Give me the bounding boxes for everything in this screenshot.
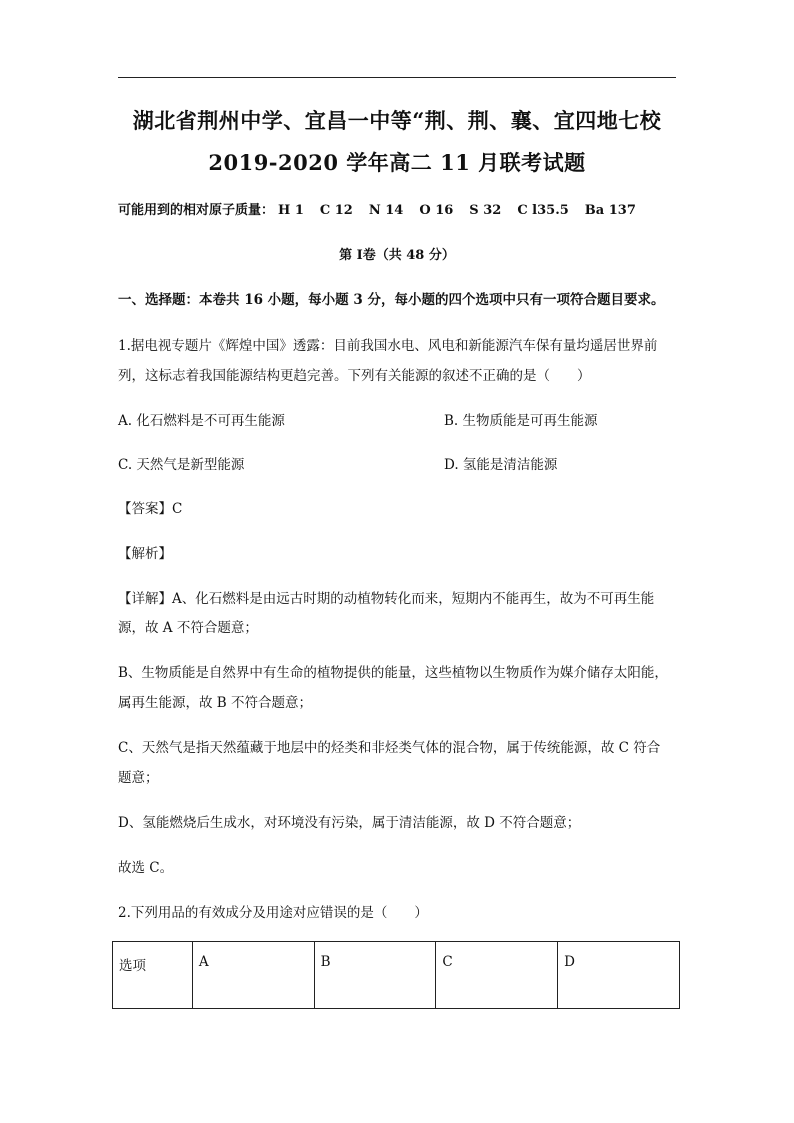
header-rule	[118, 77, 676, 78]
q2-stem: 2.下列用品的有效成分及用途对应错误的是（ ）	[118, 905, 428, 921]
q1-detail-line: C、天然气是指天然蕴藏于地层中的烃类和非烃类气体的混合物，属于传统能源，故 C 符合	[118, 740, 661, 756]
q1-detail-line: 题意；	[118, 770, 159, 786]
q1-stem-line1: 1.据电视专题片《辉煌中国》透露：目前我国水电、风电和新能源汽车保有量均遥居世界前	[118, 338, 658, 354]
q1-detail-line: 属再生能源，故 B 不符合题意；	[118, 695, 313, 711]
table-cell: 选项	[113, 942, 193, 1009]
table-cell: A	[192, 942, 314, 1009]
page-title-line1: 湖北省荆州中学、宜昌一中等“荆、荆、襄、宜四地七校	[132, 108, 662, 133]
atomic-mass-item: S 32	[469, 203, 502, 218]
atomic-mass-item: C l35.5	[517, 203, 569, 218]
q1-option-c: C. 天然气是新型能源	[118, 457, 245, 473]
section-instructions: 一、选择题：本卷共 16 小题，每小题 3 分，每小题的四个选项中只有一项符合题目要求。	[118, 292, 665, 308]
q1-analysis-label: 【解析】	[118, 546, 172, 562]
section-title: 第 Ⅰ卷（共 48 分）	[339, 248, 455, 263]
page-title-line2: 2019-2020 学年高二 11 月联考试题	[208, 150, 586, 175]
atomic-mass-label: 可能用到的相对原子质量：	[118, 203, 275, 218]
q1-answer: 【答案】C	[118, 501, 183, 517]
table-cell: C	[436, 942, 558, 1009]
q1-conclusion: 故选 C。	[118, 860, 174, 876]
table-cell: D	[558, 942, 680, 1009]
table-cell: B	[314, 942, 436, 1009]
q2-options-table	[112, 941, 680, 1009]
atomic-mass-line	[118, 199, 652, 218]
q1-option-d: D. 氢能是清洁能源	[444, 457, 558, 473]
q1-detail-line: 【详解】A、化石燃料是由远古时期的动植物转化而来，短期内不能再生，故为不可再生能	[118, 591, 655, 607]
q1-option-a: A. 化石燃料是不可再生能源	[118, 413, 285, 429]
table-row	[113, 942, 680, 1009]
q1-detail-line: D、氢能燃烧后生成水，对环境没有污染，属于清洁能源，故 D 不符合题意；	[118, 815, 581, 831]
atomic-mass-item: Ba 137	[584, 203, 636, 218]
q1-stem-line2: 列，这标志着我国能源结构更趋完善。下列有关能源的叙述不正确的是（ ）	[118, 368, 591, 384]
atomic-mass-item: C 12	[319, 203, 353, 218]
atomic-mass-item: O 16	[419, 203, 454, 218]
q1-option-b: B. 生物质能是可再生能源	[444, 413, 598, 429]
q1-detail-line: 源，故 A 不符合题意；	[118, 620, 258, 636]
atomic-mass-item: H 1	[278, 203, 304, 218]
atomic-mass-item: N 14	[368, 203, 404, 218]
q1-detail-line: B、生物质能是自然界中有生命的植物提供的能量，这些植物以生物质作为媒介储存太阳能，	[118, 665, 668, 681]
